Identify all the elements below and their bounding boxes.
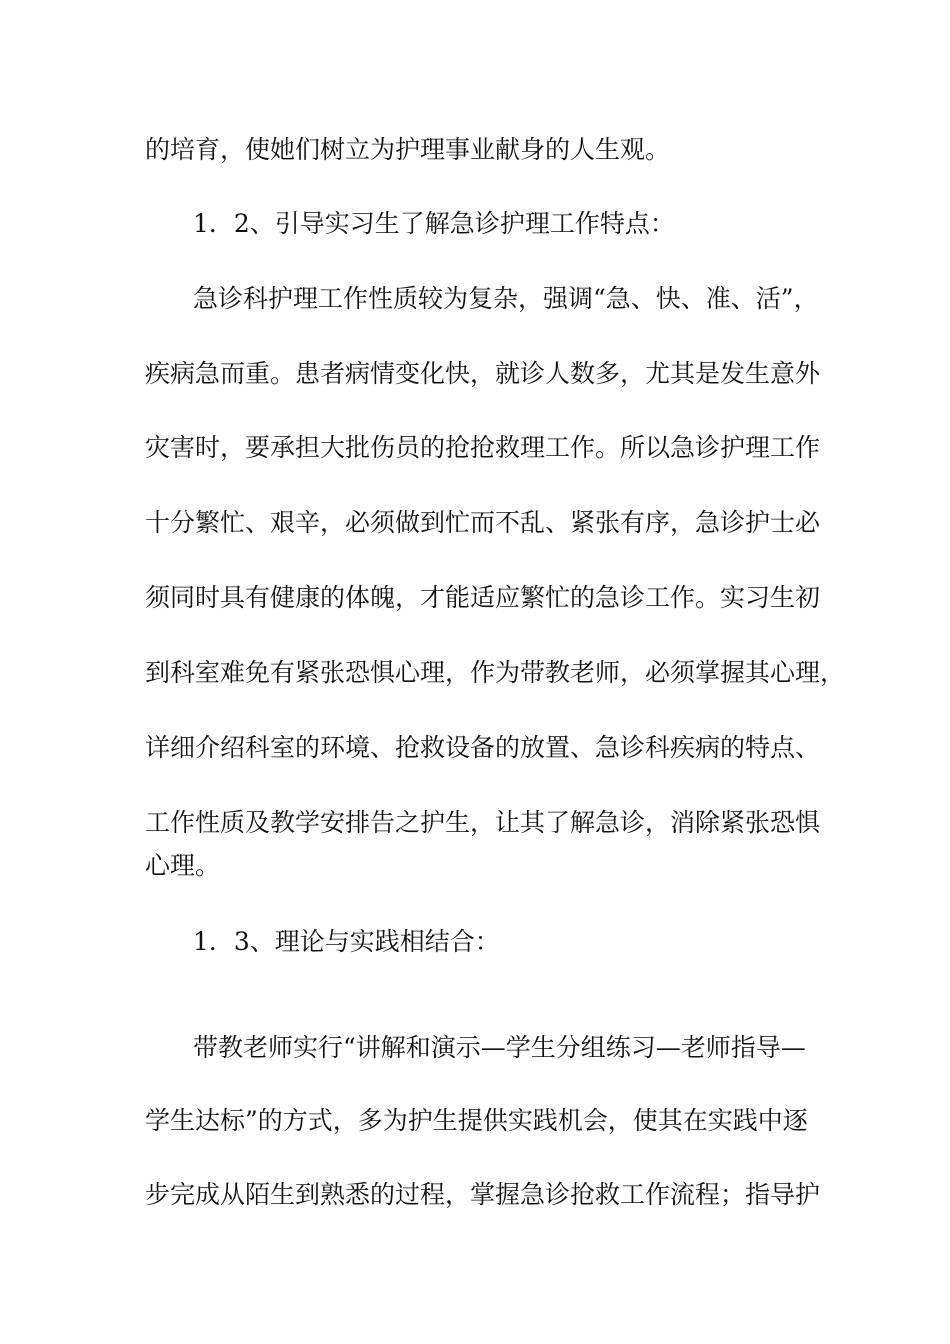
text-line: 到科室难免有紧张恐惧心理，作为带教老师，必须掌握其心理， [145,658,846,687]
section-heading: 1．2、引导实习生了解急诊护理工作特点： [193,209,675,238]
text-line: 工作性质及教学安排告之护生，让其了解急诊，消除紧张恐惧 [145,808,821,837]
text-line: 带教老师实行“讲解和演示—学生分组练习—老师指导— [193,1033,806,1062]
text-line: 的培育，使她们树立为护理事业献身的人生观。 [145,135,671,164]
text-line: 学生达标”的方式，多为护生提供实践机会，使其在实践中逐 [145,1106,808,1135]
text-line: 心理。 [145,851,221,880]
text-line: 详细介绍科室的环境、抢救设备的放置、急诊科疾病的特点、 [145,733,821,762]
text-line: 灾害时，要承担大批伤员的抢抢救理工作。所以急诊护理工作 [145,433,821,462]
text-line: 十分繁忙、艰辛，必须做到忙而不乱、紧张有序，急诊护士必 [145,508,821,537]
text-line: 疾病急而重。患者病情变化快，就诊人数多，尤其是发生意外 [145,359,821,388]
text-line: 急诊科护理工作性质较为复杂，强调“急、快、准、活”， [193,284,819,313]
text-line: 步完成从陌生到熟悉的过程，掌握急诊抢救工作流程；指导护 [145,1180,821,1209]
text-line: 须同时具有健康的体魄，才能适应繁忙的急诊工作。实习生初 [145,583,821,612]
section-heading: 1．3、理论与实践相结合： [193,927,500,956]
